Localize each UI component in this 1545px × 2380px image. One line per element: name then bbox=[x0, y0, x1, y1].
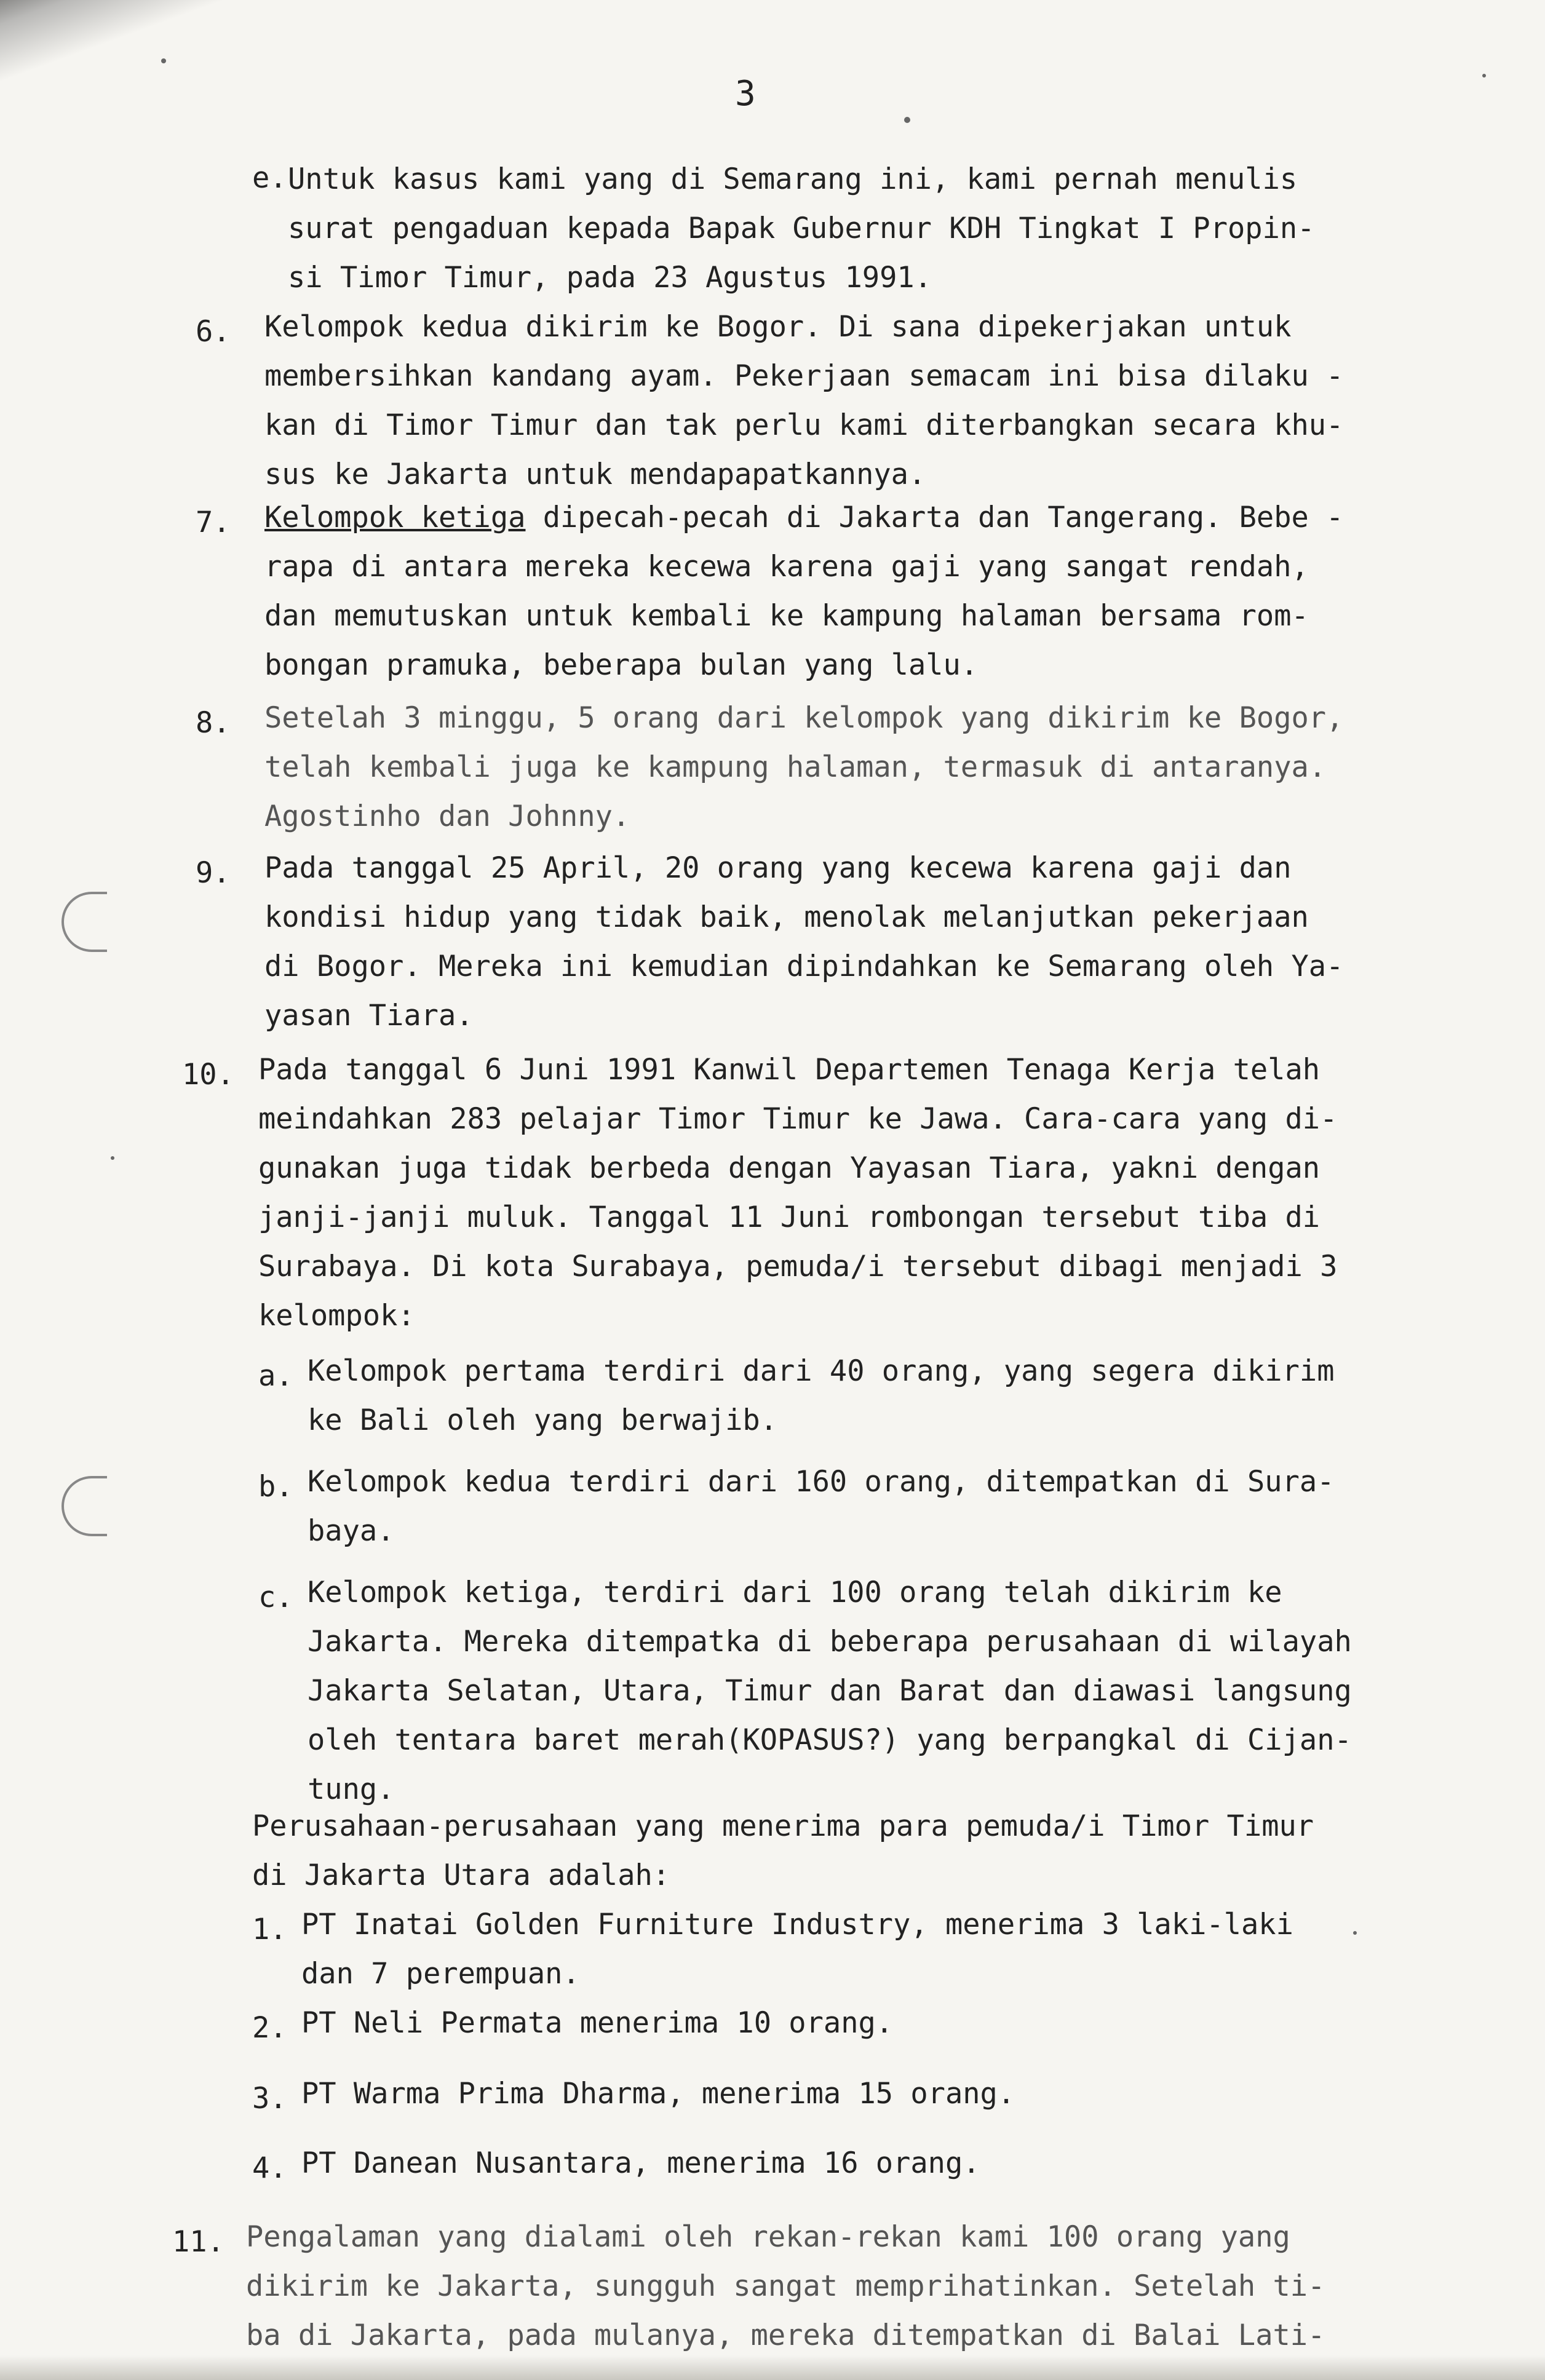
punch-hole-mark bbox=[62, 1476, 107, 1536]
text-line: kelompok: bbox=[258, 1299, 415, 1333]
text-line: Agostinho dan Johnny. bbox=[264, 799, 630, 833]
text-line: Setelah 3 minggu, 5 orang dari kelompok yang dikirim ke Bogor, bbox=[264, 701, 1344, 735]
item-marker: 4. bbox=[252, 2151, 287, 2185]
item-marker: 2. bbox=[252, 2011, 287, 2045]
item-marker: 1. bbox=[252, 1913, 287, 1946]
text-line: surat pengaduan kepada Bapak Gubernur KDH Tingkat I Propin- bbox=[288, 212, 1315, 245]
text-line: gunakan juga tidak berbeda dengan Yayasan Tiara, yakni dengan bbox=[258, 1151, 1321, 1185]
scan-speck bbox=[1482, 74, 1486, 77]
text-line: Kelompok pertama terdiri dari 40 orang, yang segera dikirim bbox=[308, 1354, 1335, 1388]
text-line: telah kembali juga ke kampung halaman, termasuk di antaranya. bbox=[264, 750, 1327, 784]
item-marker: 7. bbox=[196, 506, 231, 539]
text-line: bongan pramuka, beberapa bulan yang lalu. bbox=[264, 648, 979, 682]
item-marker: 8. bbox=[196, 706, 231, 740]
text-line: PT Warma Prima Dharma, menerima 15 orang. bbox=[301, 2077, 1015, 2111]
text-line: membersihkan kandang ayam. Pekerjaan semacam ini bisa dilaku - bbox=[264, 359, 1344, 393]
scan-speck bbox=[1353, 1931, 1357, 1935]
item-marker: b. bbox=[258, 1470, 293, 1504]
item-marker: a. bbox=[258, 1359, 293, 1393]
text-line: Kelompok kedua dikirim ke Bogor. Di sana dipekerjakan untuk bbox=[264, 310, 1292, 344]
scan-speck bbox=[111, 1156, 114, 1160]
text-line: tung. bbox=[308, 1772, 395, 1806]
text-line: dan memutuskan untuk kembali ke kampung halaman bersama rom- bbox=[264, 599, 1309, 633]
underlined-heading: Kelompok ketiga bbox=[264, 501, 526, 534]
text-line: PT Danean Nusantara, menerima 16 orang. bbox=[301, 2146, 980, 2180]
item-marker: e. bbox=[252, 161, 287, 195]
text-line: kondisi hidup yang tidak baik, menolak melanjutkan pekerjaan bbox=[264, 900, 1309, 934]
text-line: si Timor Timur, pada 23 Agustus 1991. bbox=[288, 261, 932, 295]
punch-hole-mark bbox=[62, 892, 107, 952]
text-line: sus ke Jakarta untuk mendapapatkannya. bbox=[264, 458, 926, 491]
text-line: Pada tanggal 25 April, 20 orang yang kecewa karena gaji dan bbox=[264, 851, 1292, 885]
page-number: 3 bbox=[735, 74, 756, 114]
text-line: kan di Timor Timur dan tak perlu kami diterbangkan secara khu- bbox=[264, 408, 1344, 442]
text-line: meindahkan 283 pelajar Timor Timur ke Jawa. Cara-cara yang di- bbox=[258, 1102, 1338, 1136]
text-line: Perusahaan-perusahaan yang menerima para pemuda/i Timor Timur bbox=[252, 1809, 1314, 1843]
text-line: Kelompok kedua terdiri dari 160 orang, ditempatkan di Sura- bbox=[308, 1465, 1335, 1499]
scan-speck bbox=[904, 117, 910, 123]
text-line bbox=[264, 493, 1343, 542]
text-line: baya. bbox=[308, 1514, 395, 1548]
text-line: Jakarta Selatan, Utara, Timur dan Barat dan diawasi langsung bbox=[308, 1674, 1352, 1708]
text-line: Pengalaman yang dialami oleh rekan-rekan kami 100 orang yang bbox=[246, 2220, 1290, 2254]
text-line: ba di Jakarta, pada mulanya, mereka ditempatkan di Balai Lati- bbox=[246, 2319, 1325, 2352]
text-line: di Jakarta Utara adalah: bbox=[252, 1858, 670, 1892]
text-line: Pada tanggal 6 Juni 1991 Kanwil Departemen Tenaga Kerja telah bbox=[258, 1053, 1321, 1087]
text-line: janji-janji muluk. Tanggal 11 Juni rombongan tersebut tiba di bbox=[258, 1200, 1321, 1234]
text-continuation: dipecah-pecah di Jakarta dan Tangerang. Bebe - bbox=[525, 501, 1344, 534]
text-line: Kelompok ketiga, terdiri dari 100 orang telah dikirim ke bbox=[308, 1576, 1282, 1609]
text-line: Surabaya. Di kota Surabaya, pemuda/i tersebut dibagi menjadi 3 bbox=[258, 1250, 1338, 1283]
text-line: Untuk kasus kami yang di Semarang ini, kami pernah menulis bbox=[288, 162, 1298, 196]
text-line: ke Bali oleh yang berwajib. bbox=[308, 1403, 778, 1437]
text-line: yasan Tiara. bbox=[264, 999, 474, 1033]
text-line: di Bogor. Mereka ini kemudian dipindahkan ke Semarang oleh Ya- bbox=[264, 950, 1344, 983]
item-marker: 6. bbox=[196, 315, 231, 349]
text-line: PT Neli Permata menerima 10 orang. bbox=[301, 2006, 894, 2040]
item-marker: 10. bbox=[182, 1058, 234, 1092]
text-line: oleh tentara baret merah(KOPASUS?) yang berpangkal di Cijan- bbox=[308, 1723, 1352, 1757]
text-line: PT Inatai Golden Furniture Industry, menerima 3 laki-laki bbox=[301, 1908, 1293, 1942]
item-marker: 11. bbox=[172, 2225, 224, 2259]
item-marker: 3. bbox=[252, 2082, 287, 2116]
text-line: dikirim ke Jakarta, sungguh sangat memprihatinkan. Setelah ti- bbox=[246, 2269, 1325, 2303]
text-line: rapa di antara mereka kecewa karena gaji yang sangat rendah, bbox=[264, 550, 1309, 584]
text-line: Jakarta. Mereka ditempatka di beberapa perusahaan di wilayah bbox=[308, 1625, 1352, 1659]
text-line: dan 7 perempuan. bbox=[301, 1957, 580, 1991]
item-marker: c. bbox=[258, 1581, 293, 1614]
item-marker: 9. bbox=[196, 856, 231, 890]
scan-speck bbox=[161, 58, 166, 63]
scan-shadow bbox=[0, 0, 258, 111]
